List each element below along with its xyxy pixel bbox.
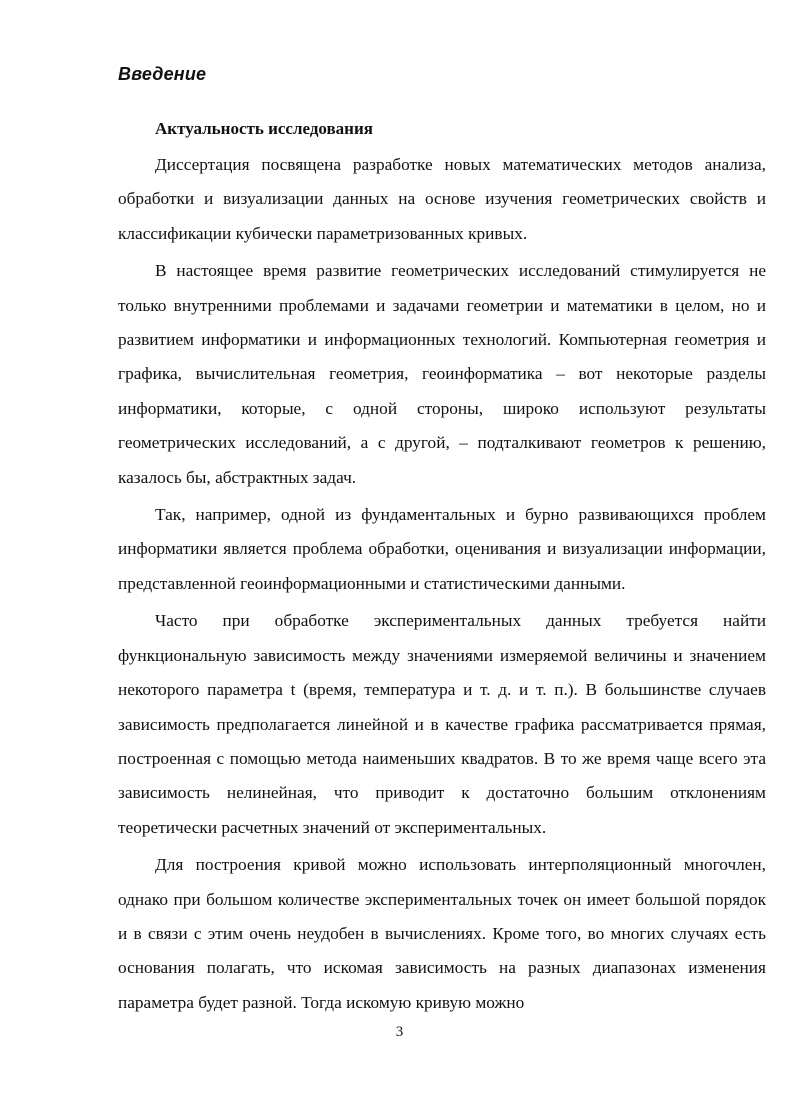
- paragraph-5: Для построения кривой можно использовать интерполяционный многочлен, однако при большом количестве экспериментальных точек он имеет большой порядок и в связи с этим очень неудобен в вычислениях. Кроме того, во многих случаях есть основания полагать, что искомая зависимость на разных диапазонах изменения параметра будет разной. Тогда искомую кривую можно: [118, 855, 766, 1012]
- paragraph-1: Диссертация посвящена разработке новых математических методов анализа, обработки и визуализации данных на основе изучения геометрических свойств и классификации кубически параметризованных кривых.: [118, 155, 766, 243]
- subsection-title: Актуальность исследования: [155, 119, 373, 138]
- paragraph-2: В настоящее время развитие геометрических исследований стимулируется не только внутренними проблемами и задачами геометрии и математики в целом, но и развитием информатики и информационных технологий. Компьютерная геометрия и графика, вычислительная геометрия, геоинформатика – вот некоторые разделы информатики, которые, с одной стороны, широко используют результаты геометрических исследований, а с другой, – подталкивают геометров к решению, казалось бы, абстрактных задач.: [118, 261, 766, 487]
- paragraph-3: Так, например, одной из фундаментальных и бурно развивающихся проблем информатики является проблема обработки, оценивания и визуализации информации, представленной геоинформационными и статистическими данными.: [118, 505, 766, 593]
- section-title: Введение: [118, 64, 207, 84]
- body-text: [118, 148, 766, 1020]
- page-number: 3: [395, 1024, 404, 1040]
- paragraph-4: Часто при обработке экспериментальных данных требуется найти функциональную зависимость между значениями измеряемой величины и значением некоторого параметра t (время, температура и т. д. и т. п.). В большинстве случаев зависимость предполагается линейной и в качестве графика рассматривается прямая, построенная с помощью метода наименьших квадратов. В то же время чаще всего эта зависимость нелинейная, что приводит к достаточно большим отклонениям теоретически расчетных значений от экспериментальных.: [118, 611, 766, 837]
